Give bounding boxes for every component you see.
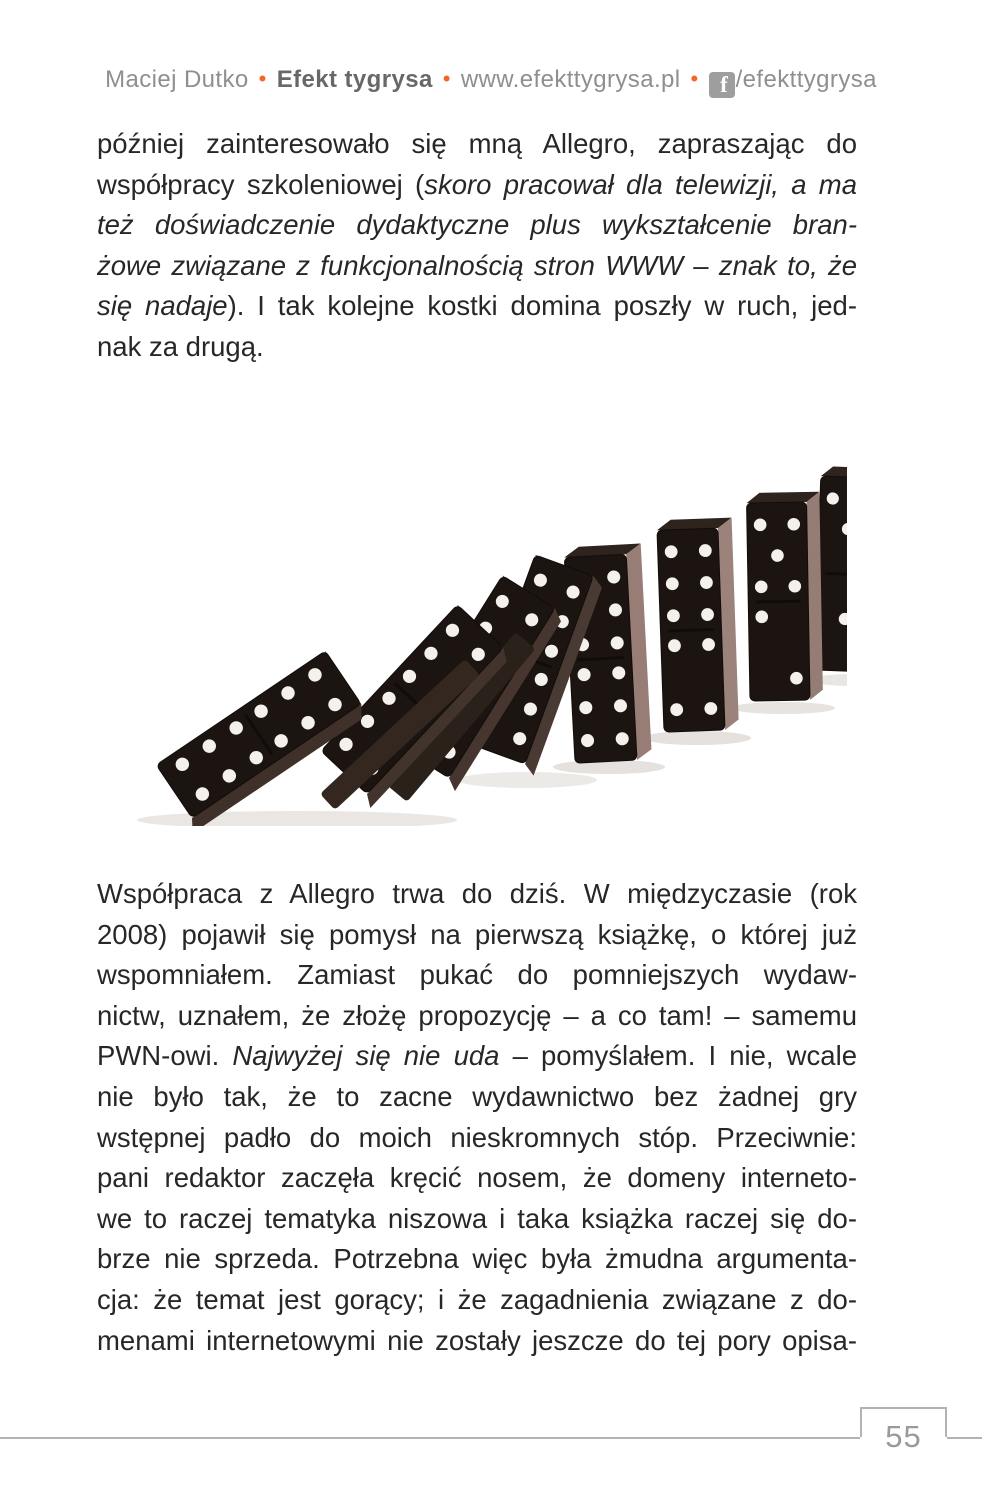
text-line: współpracy szkoleniowej (skoro pracował dla telewizji, a ma: [97, 168, 857, 200]
header-website: www.efekttygrysa.pl: [460, 66, 681, 93]
text-line: menami internetowymi nie zostały jeszcze do tej pory opisa-: [97, 1324, 857, 1356]
text-line: też doświadczenie dydaktyczne plus wykształcenie bran-: [97, 209, 857, 241]
header-book-title: Efekt tygrysa: [276, 66, 433, 93]
orange-bullet-icon: •: [690, 66, 699, 91]
paragraph-1: [97, 124, 857, 368]
text-line: wspomniałem. Zamiast pukać do pomniejszych wydaw-: [97, 959, 857, 991]
header-facebook-handle: /efekttygrysa: [735, 66, 877, 93]
text-line: brze nie sprzeda. Potrzebna więc była żmudna argumenta-: [97, 1243, 857, 1275]
orange-bullet-icon: •: [442, 66, 451, 91]
text-line: wstępnej padło do moich nieskromnych stóp. Przeciwnie:: [97, 1121, 857, 1153]
orange-bullet-icon: •: [258, 66, 267, 91]
text-line: PWN-owi. Najwyżej się nie uda – pomyślałem. I nie, wcale: [97, 1040, 857, 1072]
header-author: Maciej Dutko: [105, 66, 249, 93]
footer-rule-right: [947, 1437, 982, 1439]
text-line: 2008) pojawił się pomysł na pierwszą książkę, o której już: [97, 918, 857, 950]
text-line: nictw, uznałem, że złożę propozycję – a co tam! – samemu: [97, 999, 857, 1031]
footer-rule-left: [0, 1437, 860, 1439]
page-number: 55: [885, 1419, 922, 1454]
text-line: nie było tak, że to zacne wydawnictwo bez żadnej gry: [97, 1080, 857, 1112]
text-line: we to raczej tematyka niszowa i taka książka raczej się do-: [97, 1202, 857, 1234]
text-line: się nadaje). I tak kolejne kostki domina poszły w ruch, jed-: [97, 290, 857, 322]
text-line: żowe związane z funkcjonalnością stron WWW – znak to, że: [97, 249, 857, 281]
running-header: [0, 66, 982, 98]
text-line: Współpraca z Allegro trwa do dziś. W międzyczasie (rok: [97, 878, 857, 909]
falling-dominoes-photo: [97, 450, 847, 826]
text-line: pani redaktor zaczęła kręcić nosem, że domeny interneto-: [97, 1162, 857, 1194]
text-line: później zainteresowało się mną Allegro, zapraszając do: [97, 128, 857, 159]
text-line: cja: że temat jest gorący; i że zagadnienia związane z do-: [97, 1283, 857, 1315]
paragraph-2: [97, 874, 857, 1361]
text-line: nak za drugą.: [97, 330, 264, 362]
facebook-icon: f: [709, 72, 735, 98]
